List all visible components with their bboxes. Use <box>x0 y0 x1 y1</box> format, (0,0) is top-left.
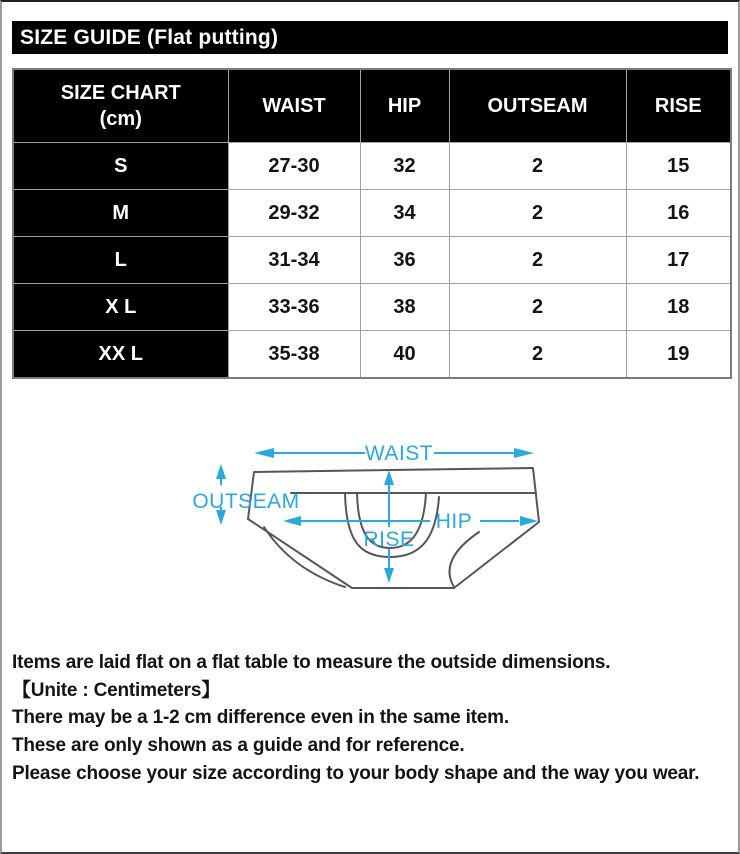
waist-value-cell: 31-34 <box>228 237 360 284</box>
size-label-cell: XX L <box>13 331 228 379</box>
column-header-size-chart <box>13 69 228 143</box>
outseam-value-cell: 2 <box>449 237 626 284</box>
waist-value-cell: 29-32 <box>228 190 360 237</box>
table-row <box>13 237 731 284</box>
hip-value-cell: 40 <box>360 331 449 379</box>
table-row <box>13 190 731 237</box>
rise-value-cell: 18 <box>626 284 731 331</box>
column-header-hip: HIP <box>360 69 449 143</box>
note-line: Items are laid flat on a flat table to measure the outside dimensions. <box>12 652 611 673</box>
rise-label: RISE <box>363 528 415 551</box>
table-row <box>13 331 731 379</box>
size-label-cell: M <box>13 190 228 237</box>
table-header-row <box>13 69 731 143</box>
hip-value-cell: 32 <box>360 143 449 190</box>
note-line: 【Unite : Centimeters】 <box>12 679 221 701</box>
rise-value-cell: 15 <box>626 143 731 190</box>
measurement-notes <box>12 649 728 788</box>
rise-up-arrowhead <box>384 470 394 485</box>
rise-value-cell: 19 <box>626 331 731 379</box>
waist-value-cell: 33-36 <box>228 284 360 331</box>
page-title: SIZE GUIDE (Flat putting) <box>12 21 728 54</box>
note-line: Please choose your size according to your body shape and the way you wear. <box>12 762 700 784</box>
outseam-up-arrowhead <box>216 464 226 479</box>
outseam-value-cell: 2 <box>449 331 626 379</box>
column-header-waist: WAIST <box>228 69 360 143</box>
size-label-cell: X L <box>13 284 228 331</box>
column-header-rise: RISE <box>626 69 731 143</box>
rise-value-cell: 16 <box>626 190 731 237</box>
size-chart-label-line1: SIZE CHART <box>60 82 181 104</box>
waist-value-cell: 35-38 <box>228 331 360 379</box>
hip-value-cell: 34 <box>360 190 449 237</box>
waist-label: WAIST <box>364 442 434 465</box>
hip-value-cell: 38 <box>360 284 449 331</box>
measurement-diagram <box>2 415 738 647</box>
outseam-value-cell: 2 <box>449 284 626 331</box>
outseam-value-cell: 2 <box>449 190 626 237</box>
outseam-value-cell: 2 <box>449 143 626 190</box>
size-label-cell: S <box>13 143 228 190</box>
note-line: These are only shown as a guide and for reference. <box>12 735 465 757</box>
column-header-outseam: OUTSEAM <box>449 69 626 143</box>
rise-value-cell: 17 <box>626 237 731 284</box>
rise-down-arrowhead <box>384 568 394 583</box>
hip-value-cell: 36 <box>360 237 449 284</box>
hip-left-arrowhead <box>283 516 301 526</box>
waist-left-arrowhead <box>254 448 274 458</box>
waist-right-arrowhead <box>514 448 534 458</box>
table-row <box>13 284 731 331</box>
outseam-label: OUTSEAM <box>192 490 300 513</box>
waist-value-cell: 27-30 <box>228 143 360 190</box>
size-label-cell: L <box>13 237 228 284</box>
size-chart-label-line2: (cm) <box>99 108 142 130</box>
note-line: There may be a 1-2 cm difference even in the same item. <box>12 707 509 729</box>
table-row <box>13 143 731 190</box>
briefs-measurement-illustration <box>2 415 740 647</box>
size-chart-table <box>12 68 732 379</box>
hip-label: HIP <box>435 510 473 533</box>
